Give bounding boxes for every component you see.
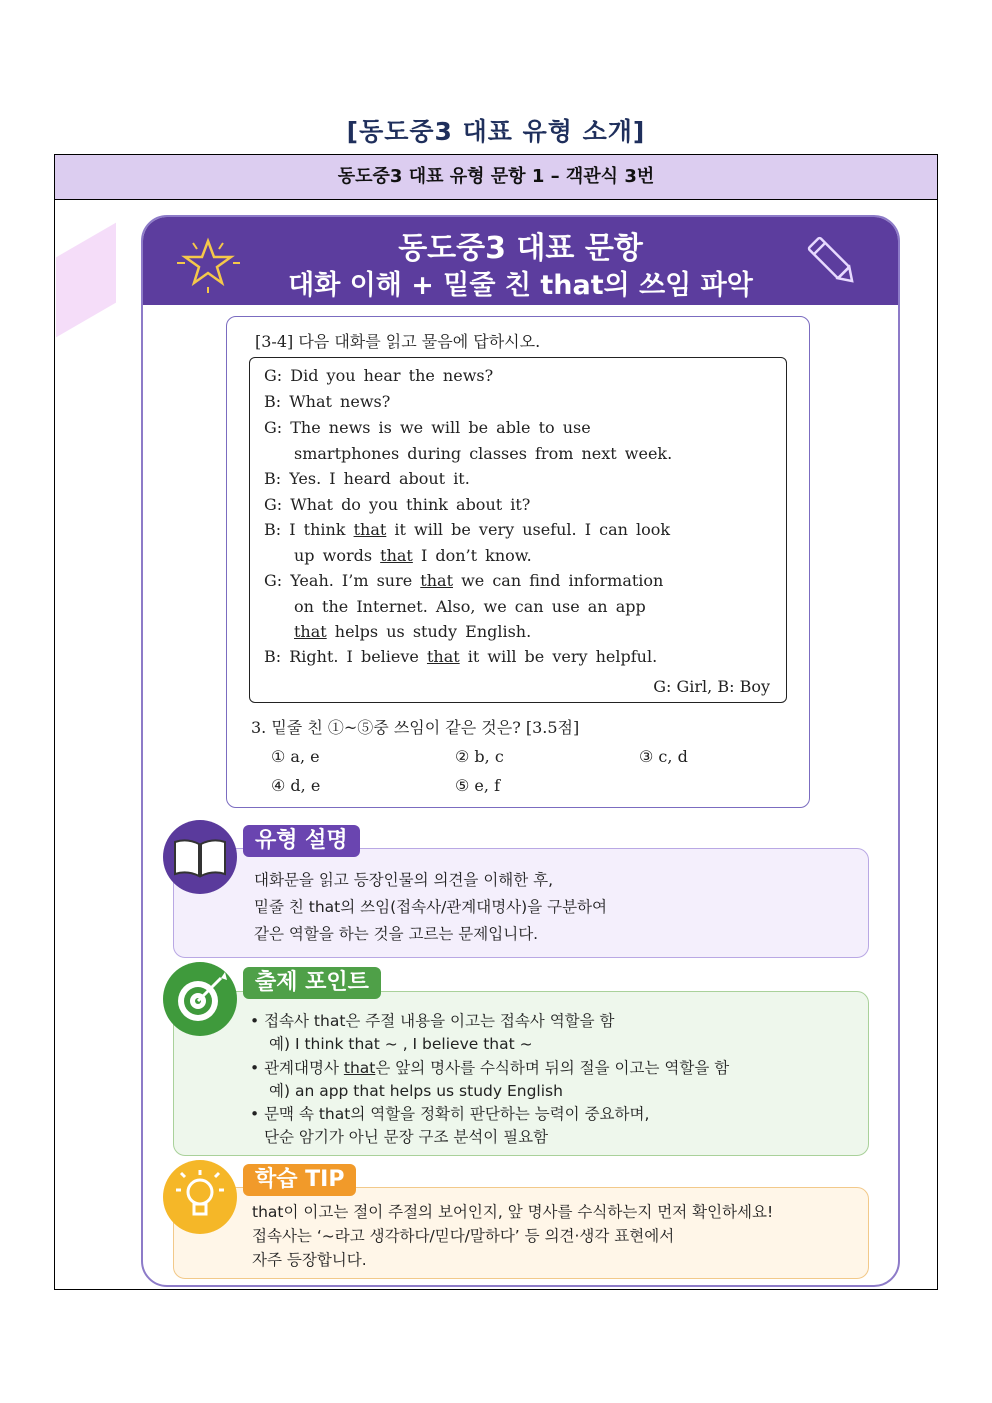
pencil-icon xyxy=(803,231,863,293)
target-icon xyxy=(163,962,237,1036)
tip-line: 접속사는 ‘~라고 생각하다/믿다/말하다’ 등 의견·생각 표현에서 xyxy=(252,1227,675,1245)
point-line: • 접속사 that은 주절 내용을 이고는 접속사 역할을 함 xyxy=(250,1012,615,1030)
dialog-line: that helps us study English. xyxy=(294,622,532,641)
dialog-line: on the Internet. Also, we can use an app xyxy=(294,597,646,616)
question-instruction: [3-4] 다음 대화를 읽고 물음에 답하시오. xyxy=(255,332,541,351)
question-stem: 3. 밑줄 친 ①~⑤중 쓰임이 같은 것은? [3.5점] xyxy=(251,718,580,737)
speaker-legend: G: Girl, B: Boy xyxy=(653,677,770,696)
question-box xyxy=(226,316,810,808)
dialog-line: up words that I don’t know. xyxy=(294,546,532,565)
dialog-line: smartphones during classes from next week. xyxy=(294,444,673,463)
underlined-that: that xyxy=(380,546,413,565)
point-line: 단순 암기가 아닌 문장 구조 분석이 필요함 xyxy=(264,1128,549,1146)
study-tip-panel xyxy=(173,1187,869,1279)
dialog-line: B: I think that it will be very useful. I can look xyxy=(264,520,671,539)
underlined-that: that xyxy=(294,622,327,641)
dialog-line: B: What news? xyxy=(264,392,391,411)
dialog-line: B: Right. I believe that it will be very helpful. xyxy=(264,647,658,666)
answer-option-4[interactable]: ④ d, e xyxy=(271,776,321,795)
point-example: 예) an app that helps us study English xyxy=(269,1082,563,1100)
answer-option-2[interactable]: ② b, c xyxy=(455,747,504,766)
book-icon xyxy=(163,820,237,894)
page-heading: [동도중3 대표 유형 소개] xyxy=(346,117,646,146)
dialog-line: G: The news is we will be able to use xyxy=(264,418,591,437)
section-header: 동도중3 대표 유형 문항 1 – 객관식 3번 xyxy=(55,155,937,200)
banner-title: 동도중3 대표 문항 xyxy=(398,231,643,266)
point-example: 예) I think that ~ , I believe that ~ xyxy=(269,1035,533,1053)
dialog-box xyxy=(249,357,787,703)
exam-points-panel xyxy=(173,991,869,1156)
exam-points-tab: 출제 포인트 xyxy=(243,967,381,999)
lightbulb-icon xyxy=(163,1160,237,1234)
answer-option-1[interactable]: ① a, e xyxy=(271,747,320,766)
dialog-line: G: Did you hear the news? xyxy=(264,366,494,385)
underlined-that: that xyxy=(426,647,460,666)
banner-subtitle: 대화 이해 + 밑줄 친 that의 쓰임 파악 xyxy=(288,270,753,301)
dialog-line: G: What do you think about it? xyxy=(264,495,531,514)
tip-line: 자주 등장합니다. xyxy=(252,1251,367,1269)
type-explanation-tab: 유형 설명 xyxy=(243,825,360,857)
banner xyxy=(143,217,898,305)
point-line: • 관계대명사 that은 앞의 명사를 수식하며 뒤의 절을 이고는 역할을 함 xyxy=(250,1059,730,1077)
explanation-line: 대화문을 읽고 등장인물의 의견을 이해한 후, xyxy=(254,871,554,889)
tip-line: that이 이고는 절이 주절의 보어인지, 앞 명사를 수식하는지 먼저 확인하세요! xyxy=(252,1203,774,1221)
dialog-line: G: Yeah. I’m sure that we can find information xyxy=(264,571,664,590)
study-tip-tab: 학습 TIP xyxy=(243,1164,356,1196)
underlined-that: that xyxy=(353,520,387,539)
explanation-line: 같은 역할을 하는 것을 고르는 문제입니다. xyxy=(254,925,539,943)
answer-option-5[interactable]: ⑤ e, f xyxy=(455,776,500,795)
type-explanation-panel xyxy=(173,848,869,958)
underlined-that: that xyxy=(420,571,453,590)
dialog-line: B: Yes. I heard about it. xyxy=(264,469,470,488)
answer-option-3[interactable]: ③ c, d xyxy=(639,747,688,766)
underlined-that: that xyxy=(343,1059,376,1077)
point-line: • 문맥 속 that의 역할을 정확히 판단하는 능력이 중요하며, xyxy=(250,1105,650,1123)
explanation-line: 밑줄 친 that의 쓰임(접속사/관계대명사)을 구분하여 xyxy=(254,898,607,916)
